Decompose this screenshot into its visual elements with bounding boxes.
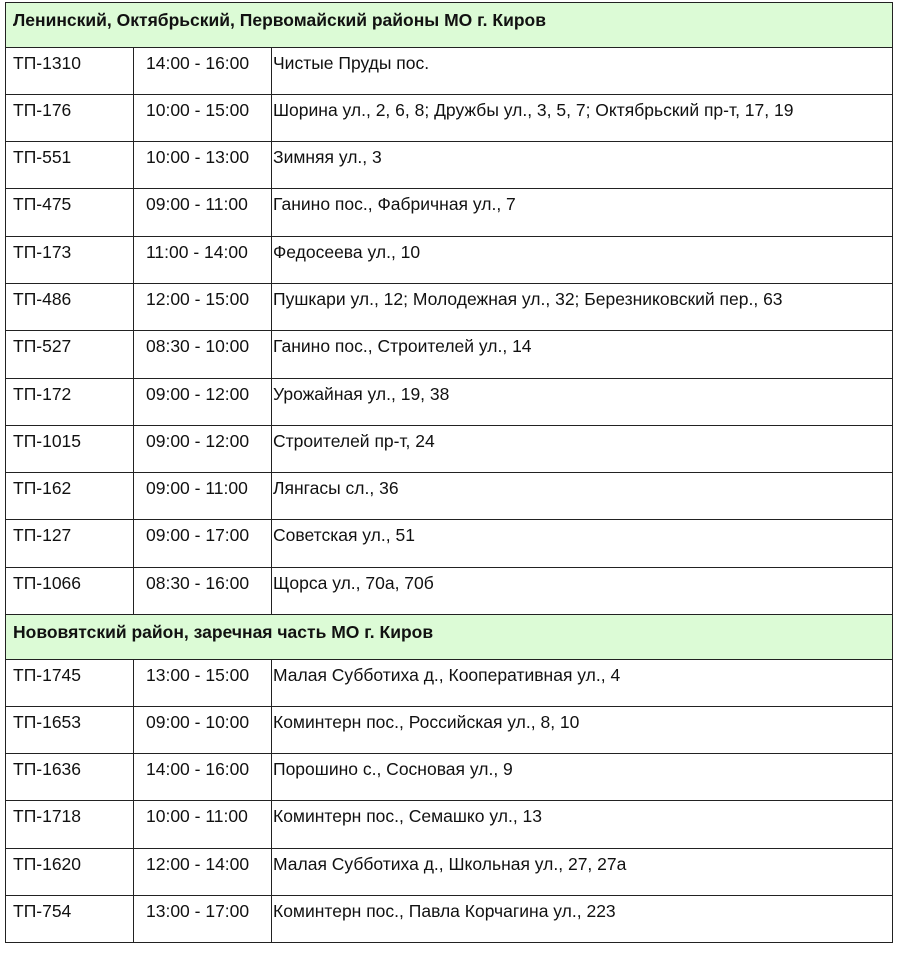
- outage-address: Коминтерн пос., Семашко ул., 13: [272, 801, 893, 848]
- outage-time: 12:00 - 14:00: [134, 848, 272, 895]
- substation-id: ТП-1745: [6, 659, 134, 706]
- outage-time: 09:00 - 11:00: [134, 473, 272, 520]
- table-row: [6, 283, 893, 330]
- outage-address: Советская ул., 51: [272, 520, 893, 567]
- substation-id: ТП-172: [6, 378, 134, 425]
- section-header: [6, 615, 893, 660]
- outage-time: 09:00 - 11:00: [134, 189, 272, 236]
- substation-id: ТП-1066: [6, 567, 134, 614]
- schedule-body: [6, 3, 893, 943]
- table-row: [6, 189, 893, 236]
- substation-id: ТП-754: [6, 896, 134, 943]
- outage-time: 13:00 - 15:00: [134, 659, 272, 706]
- table-row: [6, 47, 893, 94]
- outage-time: 08:30 - 16:00: [134, 567, 272, 614]
- outage-address: Пушкари ул., 12; Молодежная ул., 32; Березниковский пер., 63: [272, 283, 893, 330]
- substation-id: ТП-1653: [6, 706, 134, 753]
- table-row: [6, 848, 893, 895]
- outage-time: 12:00 - 15:00: [134, 283, 272, 330]
- outage-address: Малая Субботиха д., Кооперативная ул., 4: [272, 659, 893, 706]
- table-row: [6, 378, 893, 425]
- outage-address: Коминтерн пос., Павла Корчагина ул., 223: [272, 896, 893, 943]
- outage-address: Чистые Пруды пос.: [272, 47, 893, 94]
- outage-time: 14:00 - 16:00: [134, 754, 272, 801]
- substation-id: ТП-551: [6, 142, 134, 189]
- substation-id: ТП-1718: [6, 801, 134, 848]
- table-row: [6, 94, 893, 141]
- outage-address: Щорса ул., 70а, 70б: [272, 567, 893, 614]
- table-row: [6, 659, 893, 706]
- table-row: [6, 520, 893, 567]
- section-header: [6, 3, 893, 48]
- outage-time: 14:00 - 16:00: [134, 47, 272, 94]
- table-row: [6, 706, 893, 753]
- outage-time: 10:00 - 11:00: [134, 801, 272, 848]
- substation-id: ТП-162: [6, 473, 134, 520]
- outage-time: 10:00 - 13:00: [134, 142, 272, 189]
- section-title: Ленинский, Октябрьский, Первомайский районы МО г. Киров: [6, 3, 893, 48]
- table-row: [6, 236, 893, 283]
- outage-address: Ганино пос., Фабричная ул., 7: [272, 189, 893, 236]
- outage-time: 09:00 - 12:00: [134, 425, 272, 472]
- substation-id: ТП-527: [6, 331, 134, 378]
- table-row: [6, 754, 893, 801]
- substation-id: ТП-1015: [6, 425, 134, 472]
- table-row: [6, 142, 893, 189]
- outage-address: Строителей пр-т, 24: [272, 425, 893, 472]
- table-row: [6, 331, 893, 378]
- outage-time: 13:00 - 17:00: [134, 896, 272, 943]
- outage-time: 11:00 - 14:00: [134, 236, 272, 283]
- outage-time: 09:00 - 17:00: [134, 520, 272, 567]
- outage-address: Зимняя ул., 3: [272, 142, 893, 189]
- substation-id: ТП-1310: [6, 47, 134, 94]
- table-row: [6, 567, 893, 614]
- outage-address: Федосеева ул., 10: [272, 236, 893, 283]
- outage-address: Коминтерн пос., Российская ул., 8, 10: [272, 706, 893, 753]
- outage-address: Урожайная ул., 19, 38: [272, 378, 893, 425]
- outage-time: 09:00 - 10:00: [134, 706, 272, 753]
- substation-id: ТП-176: [6, 94, 134, 141]
- outage-address: Малая Субботиха д., Школьная ул., 27, 27а: [272, 848, 893, 895]
- section-title: Нововятский район, заречная часть МО г. Киров: [6, 615, 893, 660]
- table-row: [6, 801, 893, 848]
- outage-address: Порошино с., Сосновая ул., 9: [272, 754, 893, 801]
- substation-id: ТП-475: [6, 189, 134, 236]
- outage-address: Ганино пос., Строителей ул., 14: [272, 331, 893, 378]
- outage-address: Лянгасы сл., 36: [272, 473, 893, 520]
- substation-id: ТП-1636: [6, 754, 134, 801]
- outage-time: 10:00 - 15:00: [134, 94, 272, 141]
- substation-id: ТП-127: [6, 520, 134, 567]
- substation-id: ТП-1620: [6, 848, 134, 895]
- outage-time: 08:30 - 10:00: [134, 331, 272, 378]
- substation-id: ТП-173: [6, 236, 134, 283]
- table-row: [6, 473, 893, 520]
- table-row: [6, 425, 893, 472]
- outage-address: Шорина ул., 2, 6, 8; Дружбы ул., 3, 5, 7; Октябрьский пр-т, 17, 19: [272, 94, 893, 141]
- outage-schedule-table: [5, 2, 893, 943]
- substation-id: ТП-486: [6, 283, 134, 330]
- table-row: [6, 896, 893, 943]
- outage-time: 09:00 - 12:00: [134, 378, 272, 425]
